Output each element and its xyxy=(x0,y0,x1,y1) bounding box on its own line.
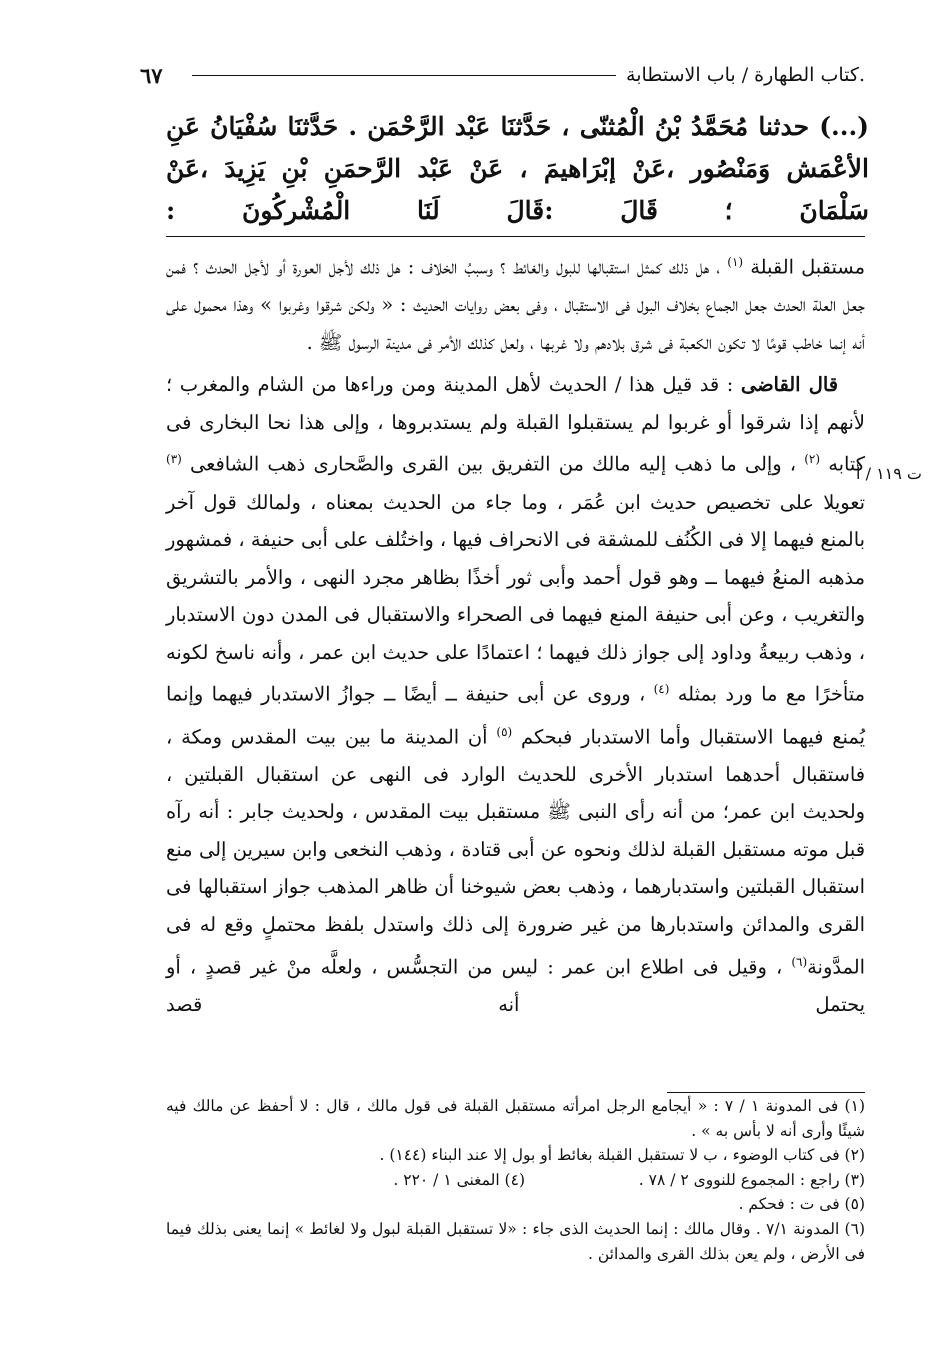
commentary-text xyxy=(166,244,865,1023)
footnotes xyxy=(166,1094,865,1266)
footnote: (١) فى المدونة ١ / ٧ : « أيجامع الرجل امرأته مستقبل القبلة فى قول مالك ، قال : لا أحفظ عن مالك فيه شيئًا وأرى أنه لا بأس به » . xyxy=(166,1097,865,1140)
footnote: (٤) المغنى ١ / ٢٢٠ . xyxy=(393,1170,525,1189)
footnote-ref: (٣) xyxy=(166,452,182,467)
text-run: أن المدينة ما بين بيت المقدس ومكة ، فاستقبال أحدهما استدبار الأخرى للحديث الوارد فى النهى عن استقبال القبلتين ، ولحديث ابن عمر؛ من أنه رأى النبى ﷺ مستقبل بيت المقدس ، ولحديث جابر : أنه رآه قبل موته مستقبل القبلة لذلك ونحوه عن أبى قتادة ، وذهب النخعى وابن سيرين إلى منع استقبال القبلتين واستدبارهما ، وذهب بعض شيوخنا أن ظاهر المذهب جواز استقبالها فى القرى والمدائن واستدبارها من غير ضرورة إلى ذلك واستدل بلفظ محتملٍ وقع له فى المدَّونة xyxy=(166,725,865,979)
footnote-divider xyxy=(667,1092,865,1093)
manuscript-folio-note: ت ١١٩ / أ xyxy=(856,464,922,483)
footnote-ref: (٦) xyxy=(791,954,808,969)
commentary-paragraph xyxy=(166,244,865,361)
footnote: (٣) راجع : المجموع للنووى ٢ / ٧٨ . xyxy=(638,1170,865,1189)
text-run: تعويلا على تخصيص حديث ابن عُمَر ، وما جاء من الحديث بمعناه ، ولمالك قول آخر بالمنع فيهما إلا فى الكُنُف للمشقة فى الانحراف فيها ، واختُلف على أبى حنيفة ، فمشهور مذهبه المنعُ فيهما ــ وهو قول أحمد وأبى ثور أخذًا بظاهر مجرد النهى ، والأمر بالتشريق والتغريب ، وعن أبى حنيفة المنع فيهما فى الصحراء والاستقبال فى المدن دون الاستدبار ، وذهب ربيعةُ وداود إلى جواز ذلك فيهما ؛ اعتمادًا على حديث ابن عمر ، وأنه ناسخ لكونه متأخرًا مع ما ورد بمثله xyxy=(166,490,865,706)
footnote-ref: (١) xyxy=(727,255,744,269)
text-run: ، وإلى ما ذهب إليه مالك من التفريق بين القرى والصَّحارى ذهب الشافعى xyxy=(189,452,797,476)
header-rule xyxy=(192,75,616,76)
hadith-isnad: (...) حدثنا مُحَمَّدُ بْنُ الْمُثنّى ، حَدَّثنَا عَبْد الرَّحْمَن . حَدَّثنَا سُفْيَانُ عَنِ الأعْمَش وَمَنْصُور ،عَنْ إبْرَاهيمَ ، عَنْ عَبْد الرَّحمَنِ بْنِ يَزِيدَ ،عَنْ سَلْمَانَ ؛ قَالَ :قَالَ لَنَا الْمُشْركُونَ : xyxy=(166,112,869,225)
footnote-ref: (٤) xyxy=(653,682,670,697)
page-number: ٦٧ xyxy=(140,62,163,88)
commentary-paragraph xyxy=(166,366,865,1023)
footnote-ref: (٥) xyxy=(496,724,513,739)
footnote: (٦) المدونة ٧/١ . وقال مالك : إنما الحديث الذى جاء : «لا تستقبل القبلة لبول ولا لغائط » إنما يعنى بذلك فيما فى الأرض ، ولم يعن بذلك القرى والمدائن . xyxy=(166,1219,865,1263)
text-run: ، وروى عن أبى حنيفة ــ أيضًا ــ جوازُ الاستدبار فيهما وإنما يُمنع فيهما الاستقبال وأما الاستدبار فبحكم xyxy=(166,682,865,748)
text-run: ، هل ذلك كمثل استقبالها للبول والغائط ؟ وسببُ الخلاف : هل ذلك لأجل العورة أو لأجل الحدث ؟ فمن جعل العلة الحدث جعل الجماع بخلاف البول فى الاستقبال ، وفى بعض روايات الحديث : « ولكن شرقوا وغربوا » وهذا محمول على أنه إنما خاطب قومًا لا تكون الكعبة فى شرق بلادهم ولا غربها ، ولعل كذلك الأمر فى مدينة الرسول ﷺ . xyxy=(166,255,865,354)
running-header xyxy=(140,58,865,92)
text-run: مستقبل القبلة xyxy=(750,255,865,279)
footnote-ref: (٢) xyxy=(804,452,821,467)
text-run: : قد قيل هذا / الحديث لأهل المدينة ومن وراءها من الشام والمغرب ؛ لأنهم إذا شرقوا أو غربوا لم يستقبلوا القبلة ولم يستدبروها ، وإلى هذا نحا البخارى فى كتابه xyxy=(166,373,865,476)
footnote: (٢) فى كتاب الوضوء ، ب لا تستقبل القبلة بغائط أو بول إلا عند البناء (١٤٤) . xyxy=(379,1146,865,1165)
paragraph-lead: قال القاضى xyxy=(740,373,838,397)
chapter-title: .كتاب الطهارة / باب الاستطابة xyxy=(626,64,865,86)
text-divider xyxy=(166,236,865,237)
text-run: ، وقيل فى اطلاع ابن عمر : ليس من التجسُّس ، ولعلَّه منْ غير قصدٍ ، أو يحتمل أنه قصد xyxy=(166,955,865,1016)
footnote: (٥) فى ت : فحكم . xyxy=(738,1195,865,1214)
footnote-row xyxy=(166,1168,865,1193)
